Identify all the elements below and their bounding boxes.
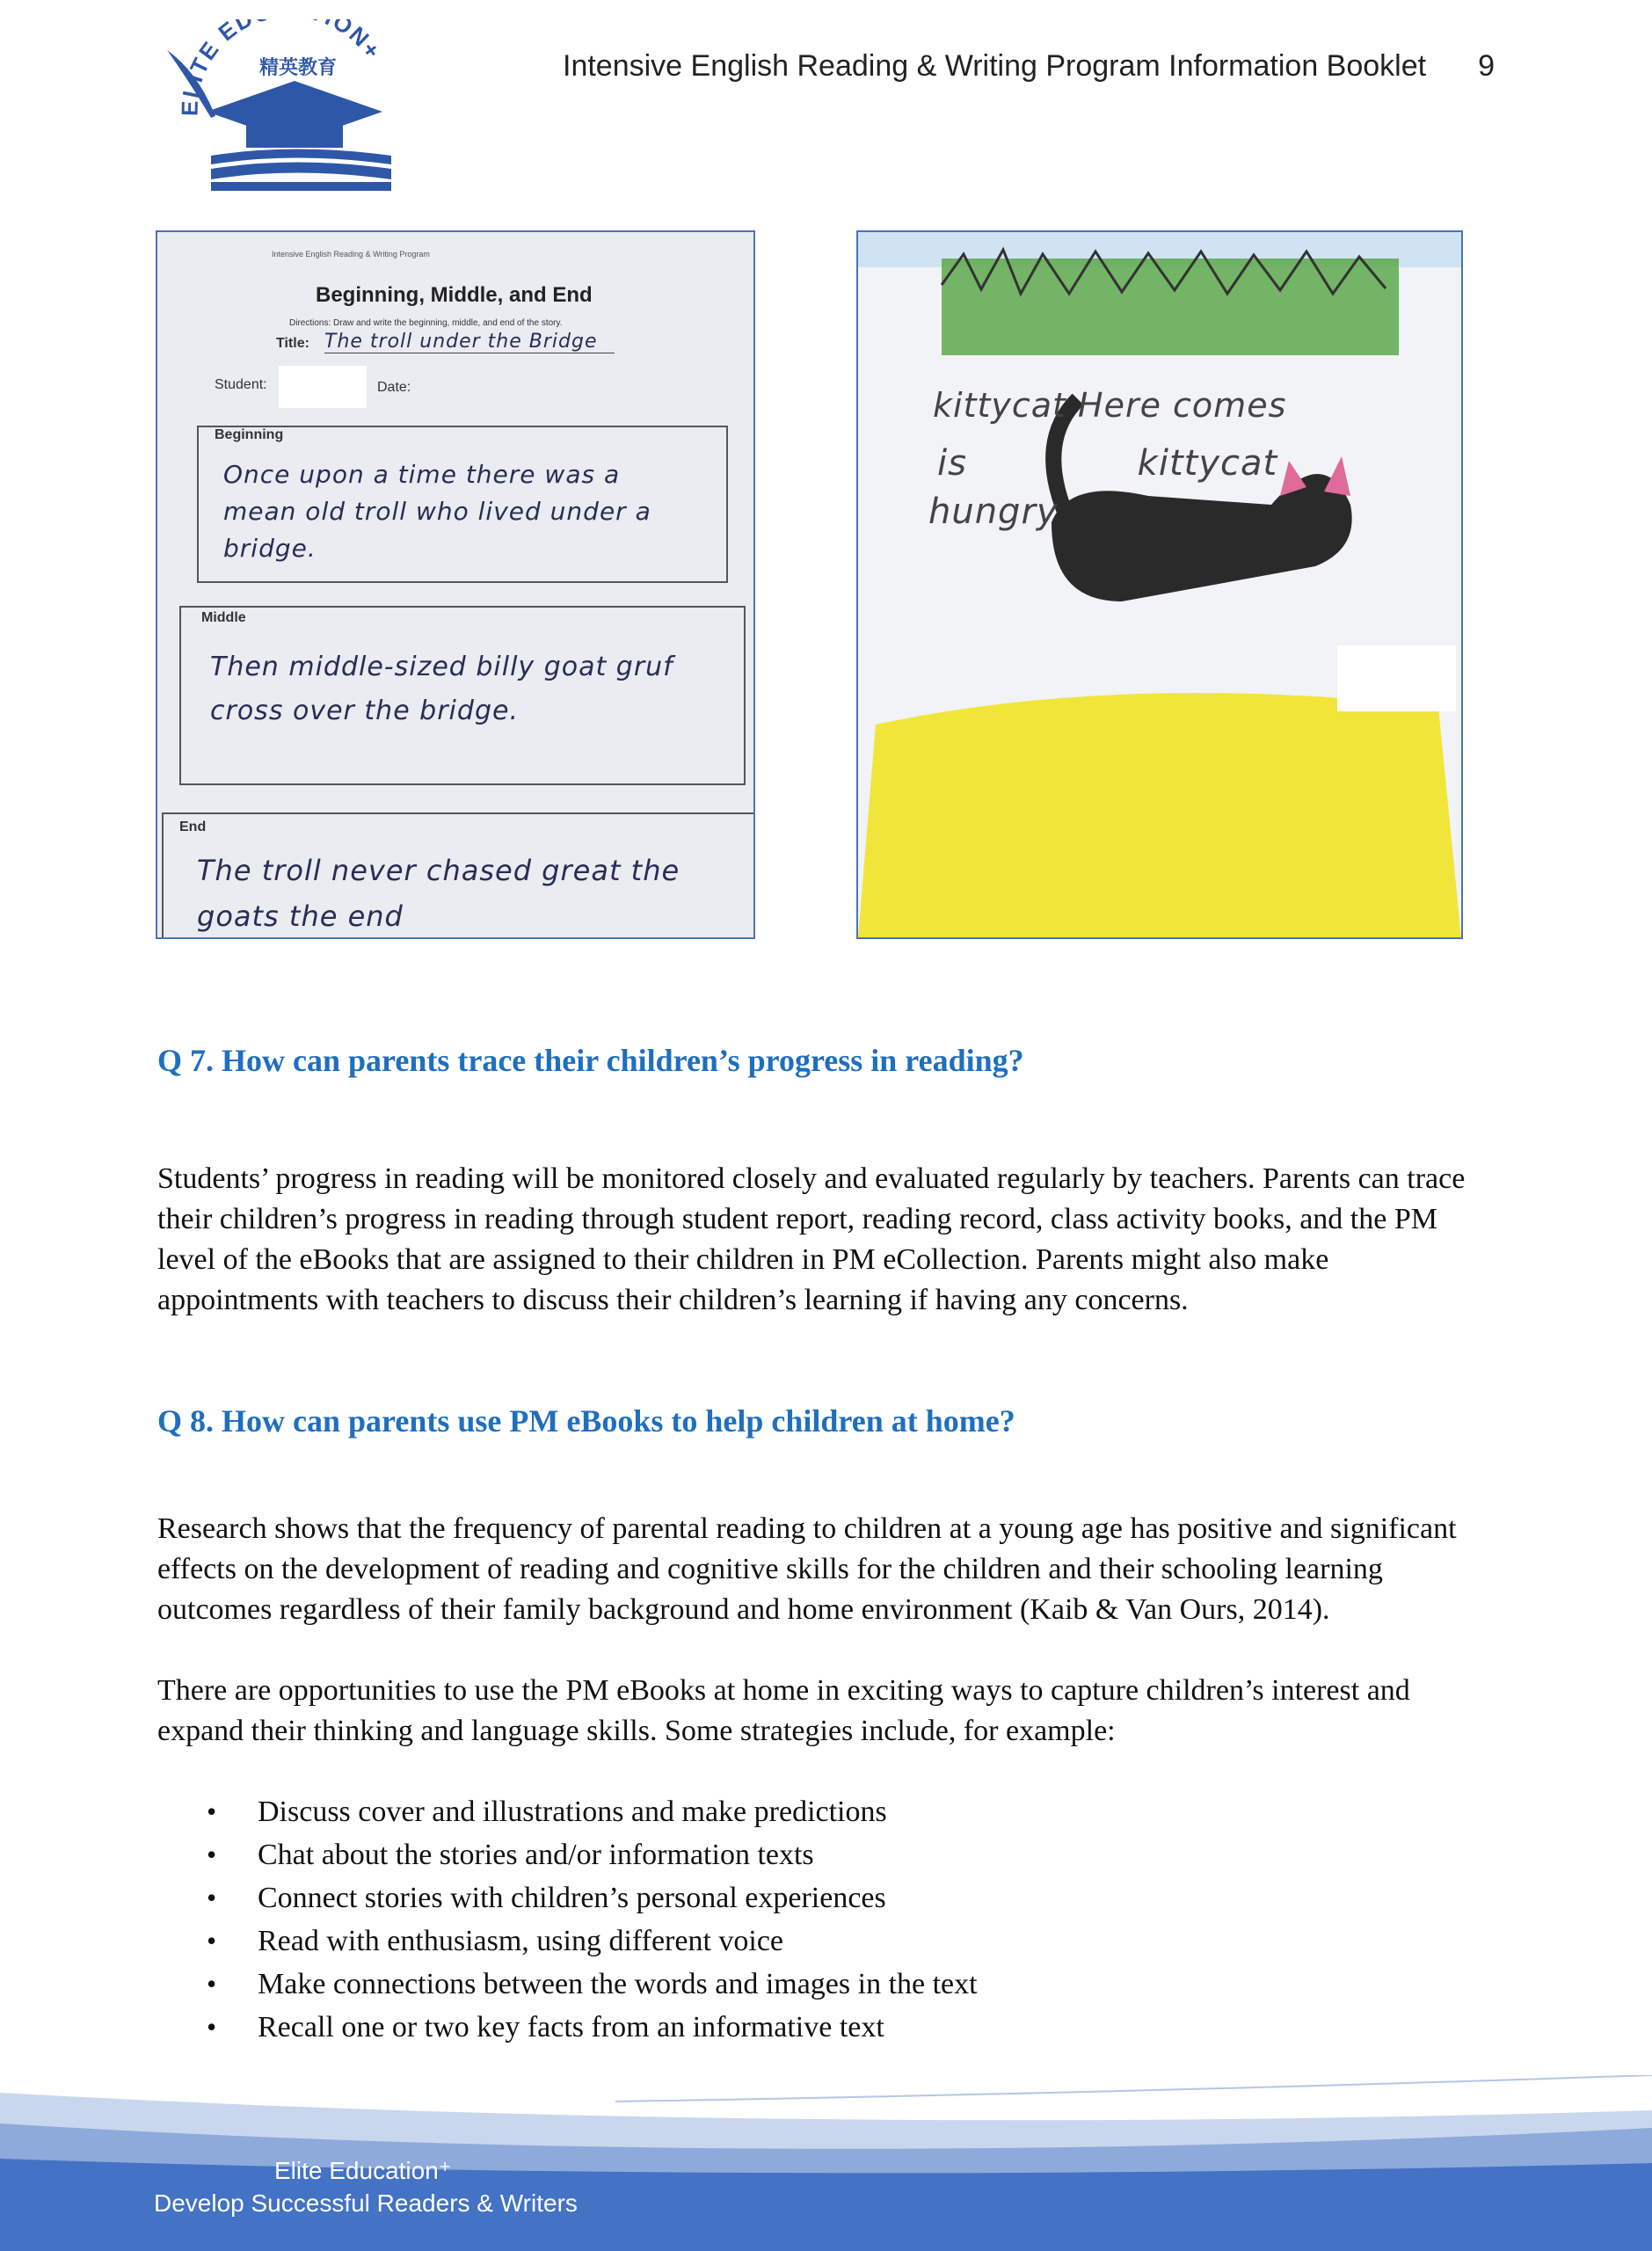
logo-text: ELITE ED ON+ (176, 19, 387, 117)
q8-line: outcomes regardless of their family background and home environment (Kaib & Van Ours, 2014). (157, 1593, 1330, 1626)
q7-paragraph (157, 1159, 1494, 1321)
middle-label: Middle (201, 610, 246, 625)
elite-education-logo (163, 19, 413, 195)
cat-drawing-photo (856, 230, 1463, 939)
q8-paragraph-1 (157, 1509, 1494, 1630)
q7-heading: Q 7. How can parents trace their children’s progress in reading? (157, 1043, 1024, 1078)
worksheet-date-label: Date: (377, 380, 411, 395)
beginning-label: Beginning (215, 427, 284, 442)
redacted-name (279, 366, 367, 408)
logo-chinese: 精英教育 (259, 57, 338, 79)
q8-line: expand their thinking and language skills. Some strategies include, for example: (157, 1715, 1116, 1747)
list-item: • Make connections between the words and images in the text (202, 1963, 978, 2006)
worksheet-student-label: Student: (215, 377, 267, 392)
list-item: • Chat about the stories and/or information texts (202, 1833, 978, 1876)
worksheet-directions: Directions: Draw and write the beginning, middle, and end of the story. (289, 318, 563, 328)
worksheet-photo (156, 230, 755, 939)
q7-line: appointments with teachers to discuss their children’s learning if having any concerns. (157, 1284, 1189, 1316)
q8-line: There are opportunities to use the PM eBooks at home in exciting ways to capture children’s interest and (157, 1674, 1410, 1707)
page-footer (0, 2075, 1652, 2251)
q8-heading: Q 8. How can parents use PM eBooks to help children at home? (157, 1403, 1015, 1439)
beginning-text: Once upon a time there was a mean old troll who lived under a bridge. (223, 460, 651, 563)
end-label: End (179, 820, 207, 834)
drawing-text-1: kittycat Here comes (933, 386, 1287, 425)
middle-text: Then middle-sized billy goat gruf cross over the bridge. (210, 652, 673, 726)
q7-line: level of the eBooks that are assigned to their children in PM eCollection. Parents might also make (157, 1243, 1329, 1276)
q8-line: effects on the development of reading and cognitive skills for the children and their schooling learning (157, 1553, 1383, 1585)
q7-line: their children’s progress in reading through student report, reading record, class activity books, and the PM (157, 1203, 1437, 1235)
worksheet-heading: Beginning, Middle, and End (316, 283, 593, 307)
list-item: • Connect stories with children’s personal experiences (202, 1876, 978, 1920)
list-item: • Read with enthusiasm, using different voice (202, 1920, 978, 1963)
q8-paragraph-2 (157, 1671, 1494, 1752)
strategy-list (202, 1790, 978, 2049)
drawing-text-2: is kittycat (937, 443, 1278, 484)
footer-brand: Elite Education⁺ (274, 2157, 452, 2184)
q8-line: Research shows that the frequency of parental reading to children at a young age has positive and significant (157, 1512, 1457, 1545)
drawing-text-3: hungry (928, 492, 1059, 532)
worksheet-title-value: The troll under the Bridge (324, 331, 615, 353)
footer-tagline: Develop Successful Readers & Writers (154, 2189, 578, 2217)
list-item: • Recall one or two key facts from an informative text (202, 2006, 978, 2049)
q7-line: Students’ progress in reading will be monitored closely and evaluated regularly by teachers. Parents can trace (157, 1162, 1466, 1195)
page-number: 9 (1478, 49, 1495, 83)
list-item: • Discuss cover and illustrations and make predictions (202, 1790, 978, 1833)
header-title: Intensive English Reading & Writing Program Information Booklet (563, 49, 1427, 83)
redacted-area (1337, 645, 1456, 711)
worksheet-title-label: Title: (276, 336, 309, 351)
document-header (563, 49, 1495, 84)
worksheet-program-label: Intensive English Reading & Writing Program (272, 250, 430, 259)
end-text: The troll never chased great the goats the end (197, 854, 680, 933)
